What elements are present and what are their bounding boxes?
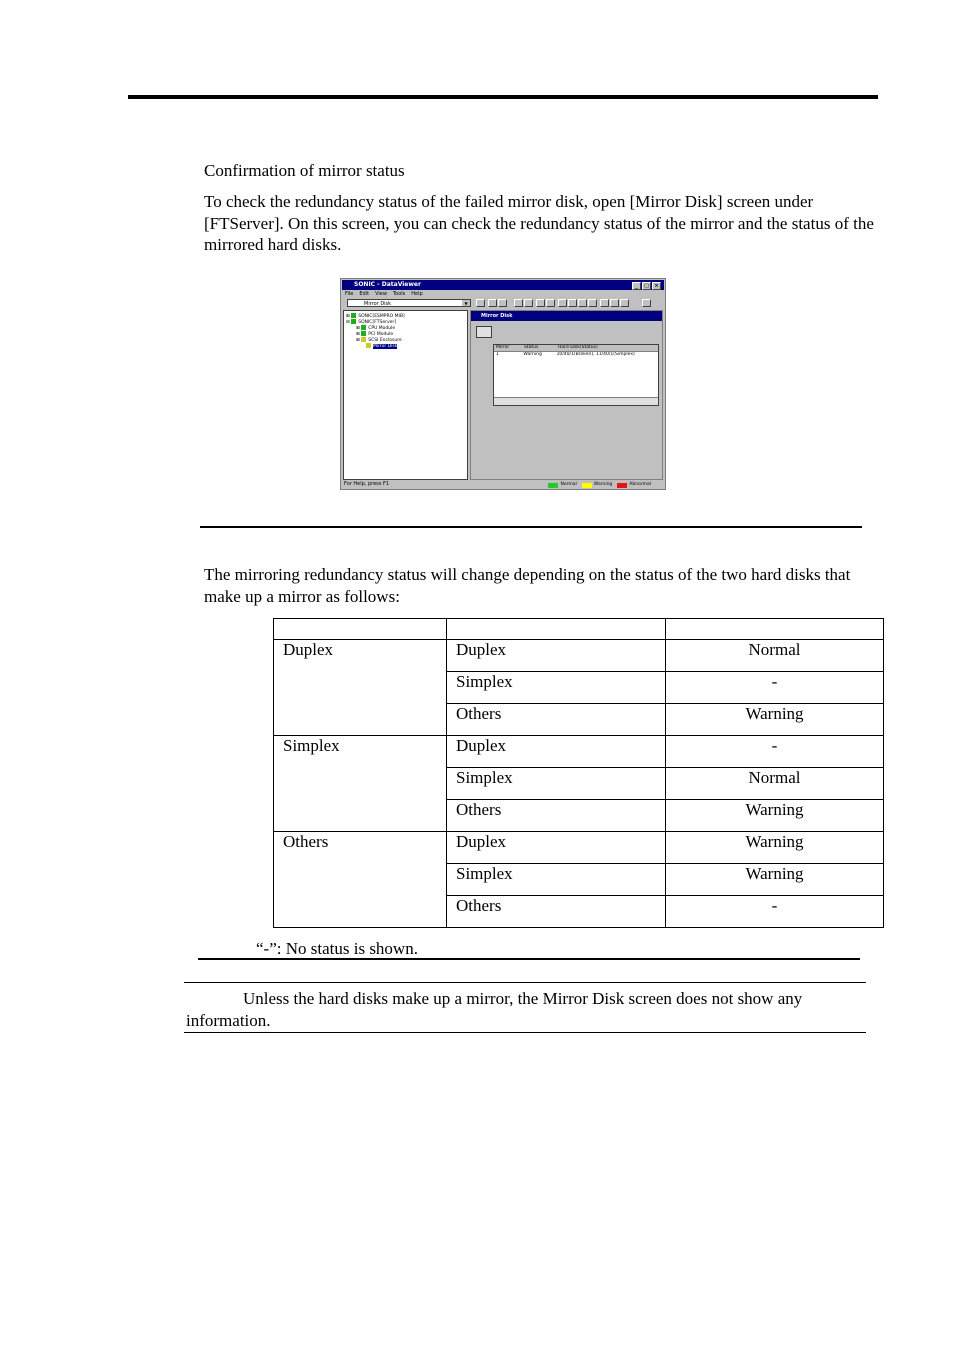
menu-help[interactable]: Help	[411, 291, 423, 297]
mirror-list	[493, 344, 659, 406]
menu-view[interactable]: View	[375, 291, 387, 297]
section-rule-bottom	[198, 958, 860, 960]
mirror-status-cell: Warning	[666, 704, 884, 736]
menu-file[interactable]: File	[345, 291, 354, 297]
section-rule	[200, 526, 862, 528]
cpu-icon	[361, 325, 366, 330]
list-header	[494, 345, 658, 352]
toolbar-button-9[interactable]	[568, 299, 577, 307]
mirror-status-cell: -	[666, 896, 884, 928]
tree-item[interactable]: ⊞ CPU Module	[356, 326, 396, 331]
close-button[interactable]: ×	[652, 282, 661, 290]
window-title: SONIC - DataViewer	[354, 281, 421, 288]
disk-icon	[366, 343, 371, 348]
server-icon	[351, 313, 356, 318]
table-header-row	[274, 619, 884, 640]
tree-item[interactable]: ⊟ SONIC[FTServer]	[346, 320, 396, 325]
status-bar	[342, 480, 664, 488]
disk2-status-cell: Others	[447, 800, 666, 832]
mirror-status-cell: Warning	[666, 832, 884, 864]
table-row	[274, 640, 884, 672]
tree-view	[343, 310, 468, 480]
cell-status: Warning	[523, 352, 542, 357]
warning-label: Warning	[593, 482, 613, 487]
tree-item[interactable]: ⊞ PCI Module	[356, 332, 394, 337]
tree-item-selected[interactable]: Mirror Disk	[366, 343, 397, 350]
expand-icon[interactable]: ⊞	[356, 332, 360, 337]
header-cell	[447, 619, 666, 640]
toolbar-button-up[interactable]	[476, 299, 485, 307]
menu-tools[interactable]: Tools	[392, 291, 406, 297]
disk2-status-cell: Others	[447, 896, 666, 928]
list-row[interactable]	[494, 352, 658, 358]
menu-edit[interactable]: Edit	[359, 291, 370, 297]
intro-paragraph: To check the redundancy status of the failed mirror disk, open [Mirror Disk] screen under [FTServer]. On this screen, you can check the redundancy status of the mirror and the status of the mirrored hard disks.	[204, 192, 874, 254]
disk2-status-cell: Duplex	[447, 832, 666, 864]
tree-item[interactable]: ⊞ SONIC[ESMPRO MIB]	[346, 314, 405, 319]
mirror-status-cell: -	[666, 736, 884, 768]
normal-label: Normal	[560, 482, 577, 487]
status-text: For Help, press F1	[344, 481, 390, 487]
disk1-status-cell: Simplex	[274, 736, 447, 832]
view-combo[interactable]	[347, 299, 471, 307]
header-cell	[666, 619, 884, 640]
toolbar	[345, 298, 661, 309]
disk2-status-cell: Simplex	[447, 672, 666, 704]
table-footnote: “-”: No status is shown.	[256, 939, 418, 958]
toolbar-button-11[interactable]	[588, 299, 597, 307]
disk1-status-cell: Others	[274, 832, 447, 928]
toolbar-button-forward[interactable]	[498, 299, 507, 307]
expand-icon[interactable]: ⊞	[356, 326, 360, 331]
cell-mirror: 1	[496, 352, 499, 357]
toolbar-button-10[interactable]	[578, 299, 587, 307]
status-legend	[548, 481, 654, 489]
detail-pane	[470, 310, 663, 480]
column-mirror[interactable]: Mirror	[496, 345, 510, 350]
table-row	[274, 832, 884, 864]
disk2-status-cell: Duplex	[447, 736, 666, 768]
toolbar-button-12[interactable]	[600, 299, 609, 307]
maximize-button[interactable]: □	[642, 282, 651, 290]
mirror-status-cell: Warning	[666, 800, 884, 832]
note-text: Unless the hard disks make up a mirror, the Mirror Disk screen does not show any information.	[186, 989, 803, 1030]
toolbar-button-6[interactable]	[536, 299, 545, 307]
toolbar-button-4[interactable]	[514, 299, 523, 307]
collapse-icon[interactable]: ⊟	[346, 320, 350, 325]
minimize-button[interactable]: _	[632, 282, 641, 290]
horizontal-scrollbar[interactable]	[494, 397, 658, 405]
abnormal-swatch	[617, 483, 627, 488]
disk2-status-cell: Others	[447, 704, 666, 736]
tree-item[interactable]: ⊞ SCSI Enclosure	[356, 338, 402, 343]
chevron-down-icon[interactable]: ▼	[462, 300, 470, 306]
header-rule	[128, 95, 878, 99]
toolbar-button-8[interactable]	[558, 299, 567, 307]
warning-swatch	[582, 483, 592, 488]
toolbar-button-13[interactable]	[610, 299, 619, 307]
window-titlebar	[342, 280, 664, 290]
redundancy-status-table	[273, 618, 884, 928]
expand-icon[interactable]: ⊞	[356, 338, 360, 343]
disk2-status-cell: Simplex	[447, 864, 666, 896]
normal-swatch	[548, 483, 558, 488]
mirror-disk-icon	[476, 326, 492, 338]
server-icon	[351, 319, 356, 324]
expand-icon[interactable]: ⊞	[346, 314, 350, 319]
enclosure-icon	[361, 337, 366, 342]
menu-bar	[345, 290, 423, 298]
help-button[interactable]	[642, 299, 651, 307]
table-intro: The mirroring redundancy status will change depending on the status of the two hard disks that make up a mirror as follows:	[204, 565, 851, 606]
column-hard-disk[interactable]: Hard Disk(Status)	[558, 345, 598, 350]
toolbar-button-7[interactable]	[546, 299, 555, 307]
column-status[interactable]: Status	[524, 345, 539, 350]
toolbar-button-5[interactable]	[524, 299, 533, 307]
toolbar-button-back[interactable]	[488, 299, 497, 307]
cell-hard-disk: 10/40/1(Broken), 11/40/1(Simplex)	[556, 352, 635, 357]
header-cell	[274, 619, 447, 640]
mirror-status-cell: Warning	[666, 864, 884, 896]
view-combo-value: Mirror Disk	[364, 301, 392, 307]
dataviewer-screenshot	[340, 278, 666, 490]
toolbar-button-14[interactable]	[620, 299, 629, 307]
mirror-status-cell: Normal	[666, 640, 884, 672]
mirror-status-cell: -	[666, 672, 884, 704]
abnormal-label: Abnormal	[629, 482, 651, 487]
table-row	[274, 736, 884, 768]
disk2-status-cell: Simplex	[447, 768, 666, 800]
pci-icon	[361, 331, 366, 336]
mirror-status-cell: Normal	[666, 768, 884, 800]
disk2-status-cell: Duplex	[447, 640, 666, 672]
pane-title: Mirror Disk	[471, 311, 662, 321]
disk1-status-cell: Duplex	[274, 640, 447, 736]
section-heading: Confirmation of mirror status	[204, 161, 405, 180]
